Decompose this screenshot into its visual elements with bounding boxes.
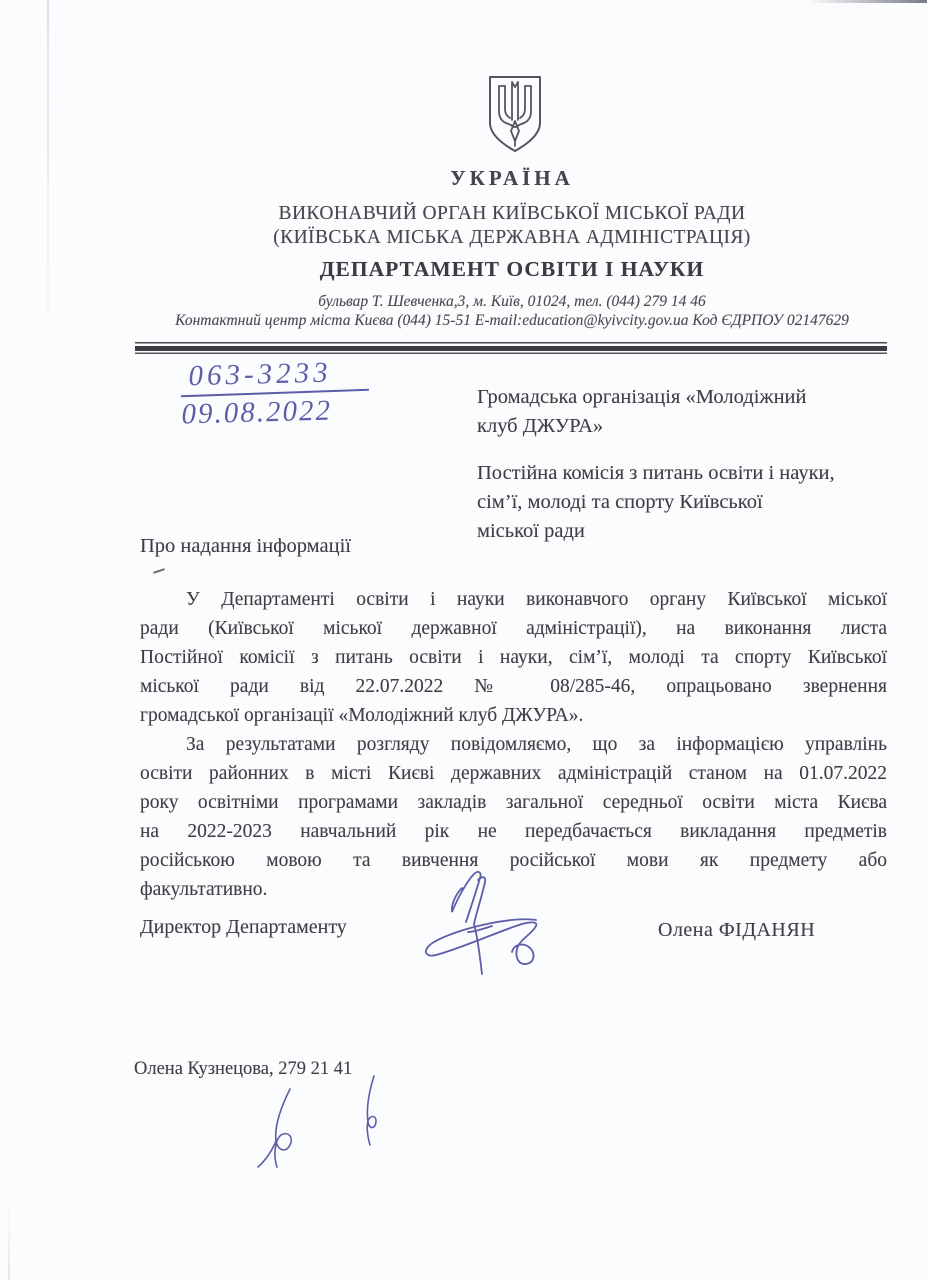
body-line: на 2022-2023 навчальний рік не передбачається викладання предметів [140, 821, 887, 842]
department-name: ДЕПАРТАМЕНТ ОСВІТИ І НАУКИ [319, 257, 705, 281]
reference-number: 063-3233 [188, 356, 333, 393]
body-line: освіти районних в місті Києві державних адміністрацій станом на 01.07.2022 [140, 763, 887, 784]
body-line: Постійної комісії з питань освіти і науки, сім’ї, молоді та спорту Київської [140, 647, 887, 668]
country-name: УКРАЇНА [450, 166, 574, 190]
org-name-line2: (КИЇВСЬКА МІСЬКА ДЕРЖАВНА АДМІНІСТРАЦІЯ) [273, 227, 751, 248]
signatory-title: Директор Департаменту [140, 916, 347, 938]
org-name-line1: ВИКОНАВЧИЙ ОРГАН КИЇВСЬКОЇ МІСЬКОЇ РАДИ [278, 203, 746, 224]
letter-body [140, 585, 887, 904]
handwritten-reference-block [180, 356, 370, 432]
body-line: ради (Київської міської державної адміністрації), на виконання листа [140, 618, 887, 639]
pen-scribble-icon [356, 1072, 386, 1150]
body-line: громадської організації «Молодіжний клуб ДЖУРА». [140, 705, 584, 726]
ukraine-trident-emblem-icon [485, 73, 545, 155]
body-line: факультативно. [140, 879, 268, 900]
scan-artifact-bottom-left-edge [8, 1200, 10, 1280]
scan-artifact-top-edge [807, 0, 927, 3]
pen-scribble-icon [250, 1085, 312, 1173]
signatory-name: Олена ФІДАНЯН [658, 919, 816, 941]
subject-line: Про надання інформації [140, 535, 351, 557]
body-line: За результатами розгляду повідомляємо, що за інформацією управлінь [186, 734, 887, 755]
pen-signature-icon [418, 866, 558, 978]
recipient-commission-line: міської ради [477, 520, 585, 542]
body-line: У Департаменті освіти і науки виконавчого органу Київської міської [186, 589, 887, 610]
recipient-commission [477, 459, 857, 546]
recipient-organization [477, 383, 837, 441]
recipient-organization-line: клуб ДЖУРА» [477, 415, 604, 437]
reference-date: 09.08.2022 [181, 394, 333, 431]
address-line2: Контактний центр міста Києва (044) 15-51 E-mail:education@kyivcity.gov.ua Код ЄДРПОУ 02147629 [175, 312, 849, 329]
executor-contact: Олена Кузнецова, 279 21 41 [134, 1059, 353, 1079]
pen-mark-under-subject [153, 568, 165, 574]
body-line: року освітніми програмами закладів загальної середньої освіти міста Києва [140, 792, 887, 813]
recipient-commission-line: Постійна комісія з питань освіти і науки, [477, 462, 835, 484]
body-line: міської ради від 22.07.2022 № 08/285-46, опрацьовано звернення [140, 676, 887, 697]
scan-artifact-left-edge [47, 0, 49, 380]
recipient-commission-line: сім’ї, молоді та спорту Київської [477, 491, 763, 513]
recipient-organization-line: Громадська організація «Молодіжний [477, 386, 807, 408]
letterhead-divider [135, 342, 887, 354]
body-line: російською мовою та вивчення російської мови як предмету або [140, 850, 887, 871]
address-line1: бульвар Т. Шевченка,3, м. Київ, 01024, тел. (044) 279 14 46 [318, 293, 706, 310]
